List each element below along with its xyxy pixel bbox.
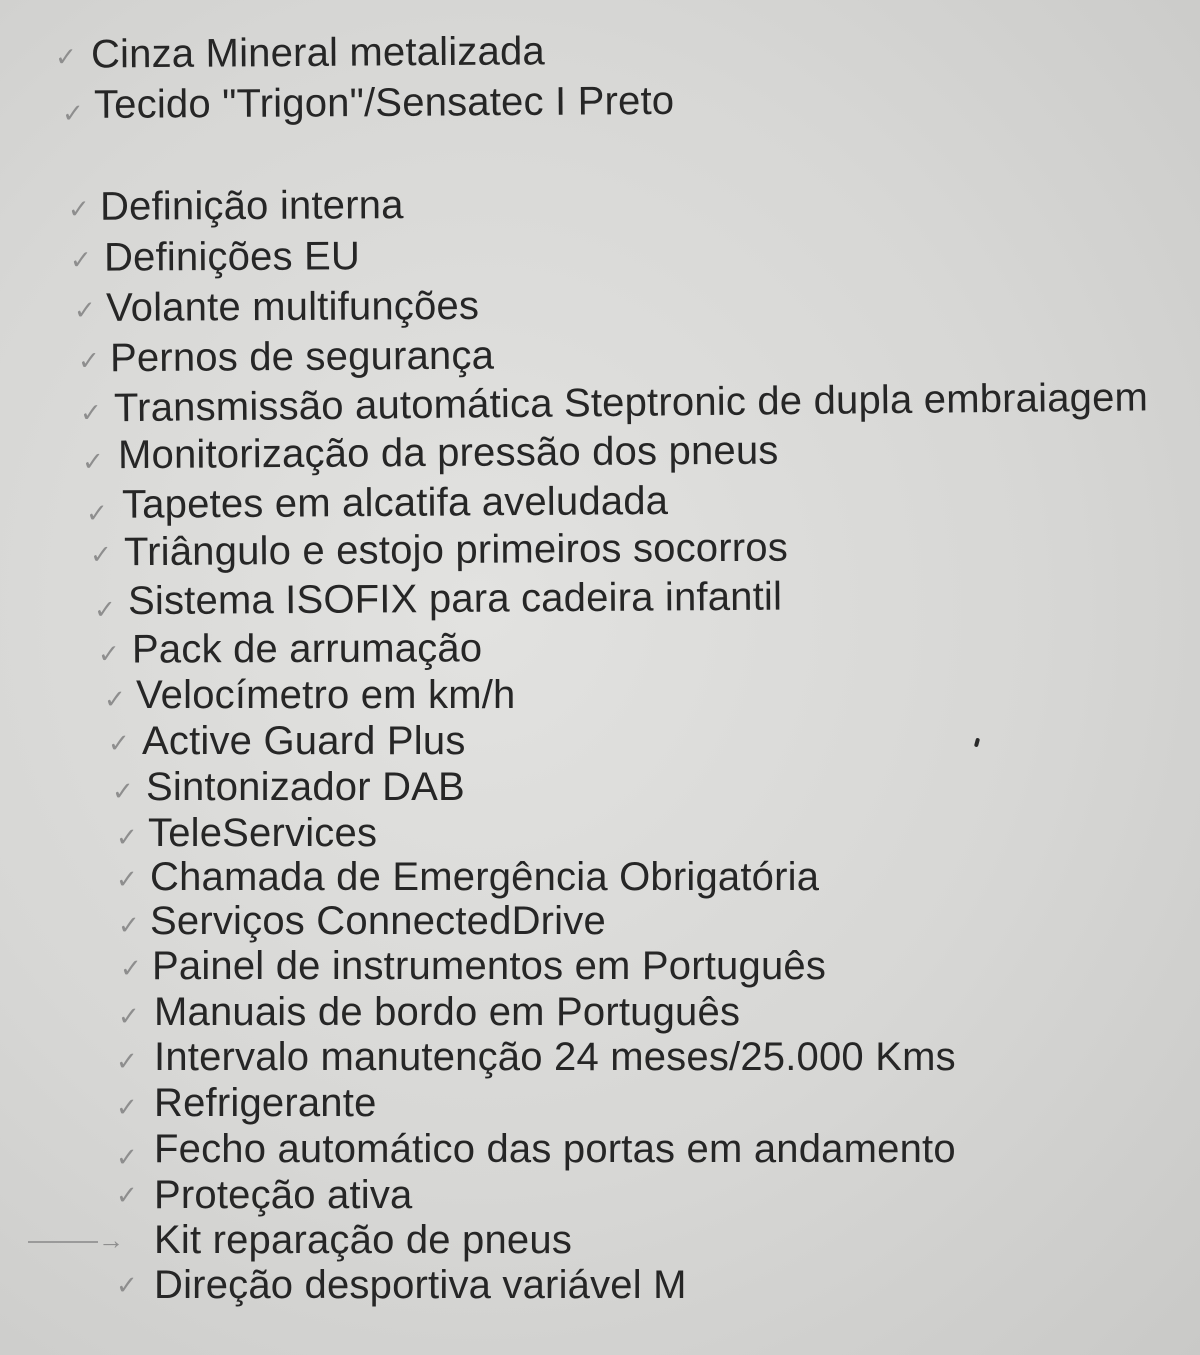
list-item-label: Pack de arrumação <box>131 626 483 672</box>
list-item <box>120 943 826 989</box>
list-item <box>74 283 479 331</box>
list-item-label: Chamada de Emergência Obrigatória <box>150 855 820 899</box>
list-item-label: TeleServices <box>148 811 378 855</box>
pen-stroke-line <box>28 1241 98 1243</box>
checkmark-icon: ✓ <box>67 193 91 224</box>
list-item <box>78 333 494 382</box>
list-item-label: Tecido "Trigon"/Sensatec I Preto <box>93 78 675 127</box>
list-item-label: Volante multifunções <box>105 283 480 330</box>
list-item <box>116 1262 687 1308</box>
list-item <box>94 574 782 625</box>
list-item-label: Painel de instrumentos em Português <box>152 944 827 988</box>
list-item-paint <box>55 28 545 77</box>
list-item <box>80 374 1149 431</box>
list-item-label: Definições EU <box>103 234 361 280</box>
list-item-label: Proteção ativa <box>154 1173 413 1217</box>
checkmark-icon: ✓ <box>116 1142 138 1172</box>
list-item <box>116 1126 956 1172</box>
list-item-label: Velocímetro em km/h <box>136 673 516 717</box>
list-item-label: Intervalo manutenção 24 meses/25.000 Kms <box>154 1035 956 1079</box>
checkmark-icon: ✓ <box>116 1180 138 1210</box>
list-item <box>118 898 606 944</box>
checkmark-icon: ✓ <box>104 684 126 714</box>
list-item <box>112 764 465 810</box>
list-item <box>90 525 788 576</box>
list-item <box>104 672 515 718</box>
checkmark-icon: ✓ <box>116 1046 138 1076</box>
list-item <box>116 810 377 856</box>
checkmark-icon: ✓ <box>81 446 105 477</box>
list-item <box>116 1034 956 1080</box>
list-item-label: Serviços ConnectedDrive <box>150 899 606 943</box>
list-item <box>70 233 360 281</box>
list-item-label: Triângulo e estojo primeiros socorros <box>123 525 789 575</box>
list-item-label: Pernos de segurança <box>109 333 495 381</box>
list-item-label: Refrigerante <box>154 1081 377 1125</box>
list-item <box>82 428 779 479</box>
list-item <box>108 718 466 764</box>
list-item-label: Definição interna <box>99 183 404 229</box>
checkmark-icon: ✓ <box>116 822 138 852</box>
list-item-label: Fecho automático das portas em andamento <box>154 1127 956 1171</box>
checkmark-icon: ✓ <box>73 294 97 326</box>
list-item-label: Monitorização da pressão dos pneus <box>117 428 779 478</box>
list-item <box>68 182 404 230</box>
checkmark-icon: ✓ <box>116 1092 138 1122</box>
checkmark-icon: ✓ <box>116 864 138 894</box>
checkmark-icon: ✓ <box>108 728 130 758</box>
list-item <box>118 989 740 1035</box>
checkmark-icon: ✓ <box>116 1270 138 1300</box>
list-item-label: Manuais de bordo em Português <box>154 990 741 1034</box>
list-item <box>86 478 668 528</box>
checkmark-icon: ✓ <box>93 594 117 625</box>
list-item-label: Sintonizador DAB <box>146 765 465 809</box>
list-item-label: Kit reparação de pneus <box>154 1218 573 1262</box>
checkmark-icon: ✓ <box>77 345 101 376</box>
list-item <box>116 1080 377 1126</box>
checkmark-icon: ✓ <box>118 1001 140 1031</box>
ink-speck <box>974 738 980 748</box>
checkmark-icon: ✓ <box>54 41 78 72</box>
checkmark-icon: ✓ <box>120 953 142 983</box>
checkmark-icon: ✓ <box>69 244 93 275</box>
list-item-label: Cinza Mineral metalizada <box>90 29 546 77</box>
checkmark-icon: ✓ <box>97 638 121 669</box>
checkmark-icon: ✓ <box>61 97 85 129</box>
checkmark-icon: ✓ <box>89 539 113 570</box>
list-item <box>116 1172 413 1218</box>
list-item <box>98 1217 572 1263</box>
list-item-label: Transmissão automática Steptronic de dupla embraiagem <box>113 375 1149 431</box>
checkmark-icon: ✓ <box>79 397 103 428</box>
list-item-upholstery <box>62 78 675 128</box>
list-item-label: Direção desportiva variável M <box>154 1263 687 1307</box>
checkmark-icon: ✓ <box>118 910 140 940</box>
checkmark-icon: ✓ <box>112 776 134 806</box>
list-item <box>116 854 819 900</box>
list-item-label: Active Guard Plus <box>142 719 466 763</box>
list-item-label: Tapetes em alcatifa aveludada <box>121 478 669 527</box>
list-item <box>98 625 482 672</box>
list-item-label: Sistema ISOFIX para cadeira infantil <box>127 574 783 624</box>
checkmark-icon: ✓ <box>85 497 109 529</box>
arrow-icon: → <box>98 1225 125 1255</box>
